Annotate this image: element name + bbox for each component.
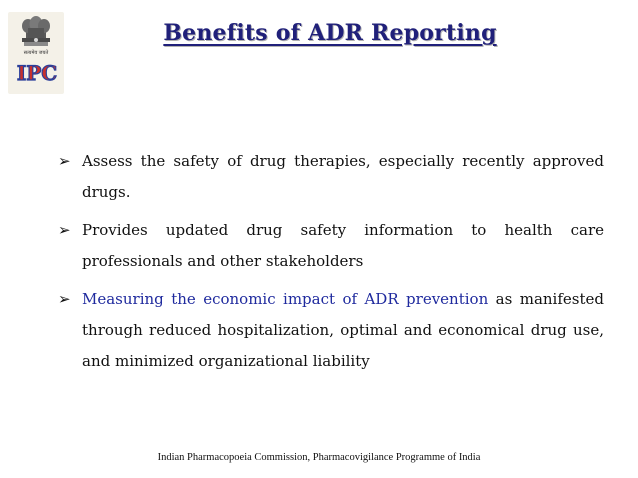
logo-caption: सत्यमेव जयते	[23, 50, 49, 56]
bullet-highlight-text: Measuring the economic impact of ADR prevention	[82, 290, 489, 308]
bullet-text: Provides updated drug safety information to health care professionals and other stakeholders	[82, 221, 604, 270]
bullet-item	[58, 284, 604, 377]
bullet-item	[58, 146, 604, 208]
footer-text: Indian Pharmacopoeia Commission, Pharmacovigilance Programme of India	[157, 452, 481, 463]
bullet-text: as manifested through reduced hospitalization, optimal and economical drug use, and minimized organizational liability	[82, 290, 604, 370]
arrow-bullet-icon: ➢	[58, 221, 71, 239]
bullet-list	[58, 146, 604, 384]
national-emblem-icon	[8, 12, 64, 94]
page-title: Benefits of ADR Reporting	[163, 20, 497, 46]
ipc-logo	[8, 12, 64, 94]
logo-text: IPC	[16, 61, 58, 85]
arrow-bullet-icon: ➢	[58, 152, 71, 170]
arrow-bullet-icon: ➢	[58, 290, 71, 308]
bullet-text: Assess the safety of drug therapies, especially recently approved drugs.	[82, 152, 604, 201]
bullet-item	[58, 215, 604, 277]
